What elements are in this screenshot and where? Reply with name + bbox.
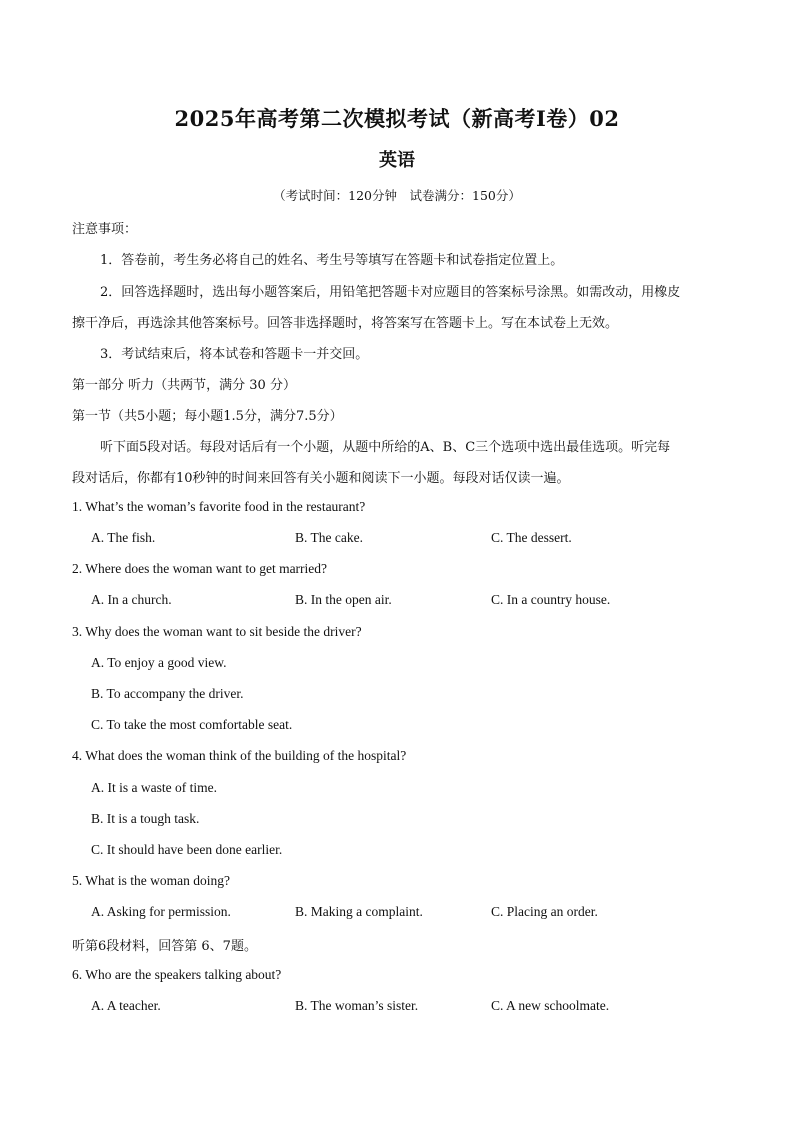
q3-option-a: A. To enjoy a good view. xyxy=(91,655,227,670)
q5-option-a: A. Asking for permission. xyxy=(91,904,231,919)
q1-option-b: B. The cake. xyxy=(295,530,363,545)
q1-option-c: C. The dessert. xyxy=(491,530,572,545)
q3-option-b: B. To accompany the driver. xyxy=(91,686,244,701)
part1-heading: 第一部分 听力（共两节，满分 30 分） xyxy=(72,378,296,393)
q2-option-b: B. In the open air. xyxy=(295,592,392,607)
exam-info: （考试时间：120分钟 试卷满分：150分） xyxy=(273,188,521,203)
subject-title: 英语 xyxy=(379,150,415,171)
notice-heading: 注意事项： xyxy=(72,222,138,237)
question-2: 2. Where does the woman want to get married? xyxy=(72,561,328,576)
section1-heading: 第一节（共5小题；每小题1.5分，满分7.5分） xyxy=(72,409,343,424)
notice-item-1: 1．答卷前，考生务必将自己的姓名、考生号等填写在答题卡和试卷指定位置上。 xyxy=(100,253,564,268)
q6-option-a: A. A teacher. xyxy=(91,998,161,1013)
notice-item-3: 3．考试结束后，将本试卷和答题卡一并交回。 xyxy=(100,347,369,362)
q5-option-c: C. Placing an order. xyxy=(491,904,598,919)
instructions-line-1: 听下面5段对话。每段对话后有一个小题，从题中所给的A、B、C三个选项中选出最佳选项。听完每 xyxy=(100,440,671,455)
material-6-instruction: 听第6段材料，回答第 6、7题。 xyxy=(72,939,257,954)
q4-option-a: A. It is a waste of time. xyxy=(91,780,217,795)
q4-option-b: B. It is a tough task. xyxy=(91,811,200,826)
q2-option-a: A. In a church. xyxy=(91,592,172,607)
question-3: 3. Why does the woman want to sit beside the driver? xyxy=(72,624,362,639)
notice-item-2-line-2: 擦干净后，再选涂其他答案标号。回答非选择题时，将答案写在答题卡上。写在本试卷上无效。 xyxy=(72,316,619,331)
q3-option-c: C. To take the most comfortable seat. xyxy=(91,717,293,732)
q1-option-a: A. The fish. xyxy=(91,530,156,545)
instructions-line-2: 段对话后，你都有10秒钟的时间来回答有关小题和阅读下一小题。每段对话仅读一遍。 xyxy=(72,471,570,486)
q5-option-b: B. Making a complaint. xyxy=(295,904,423,919)
q6-option-c: C. A new schoolmate. xyxy=(491,998,610,1013)
notice-item-2-line-1: 2．回答选择题时，选出每小题答案后，用铅笔把答题卡对应题目的答案标号涂黑。如需改动，用橡皮 xyxy=(100,285,681,300)
q6-option-b: B. The woman’s sister. xyxy=(295,998,419,1013)
question-1: 1. What’s the woman’s favorite food in the restaurant? xyxy=(72,499,366,514)
q2-option-c: C. In a country house. xyxy=(491,592,611,607)
question-4: 4. What does the woman think of the building of the hospital? xyxy=(72,748,407,763)
exam-title: 2025年高考第二次模拟考试（新高考I卷）02 xyxy=(174,106,620,131)
q4-option-c: C. It should have been done earlier. xyxy=(91,842,283,857)
question-5: 5. What is the woman doing? xyxy=(72,873,230,888)
question-6: 6. Who are the speakers talking about? xyxy=(72,967,282,982)
